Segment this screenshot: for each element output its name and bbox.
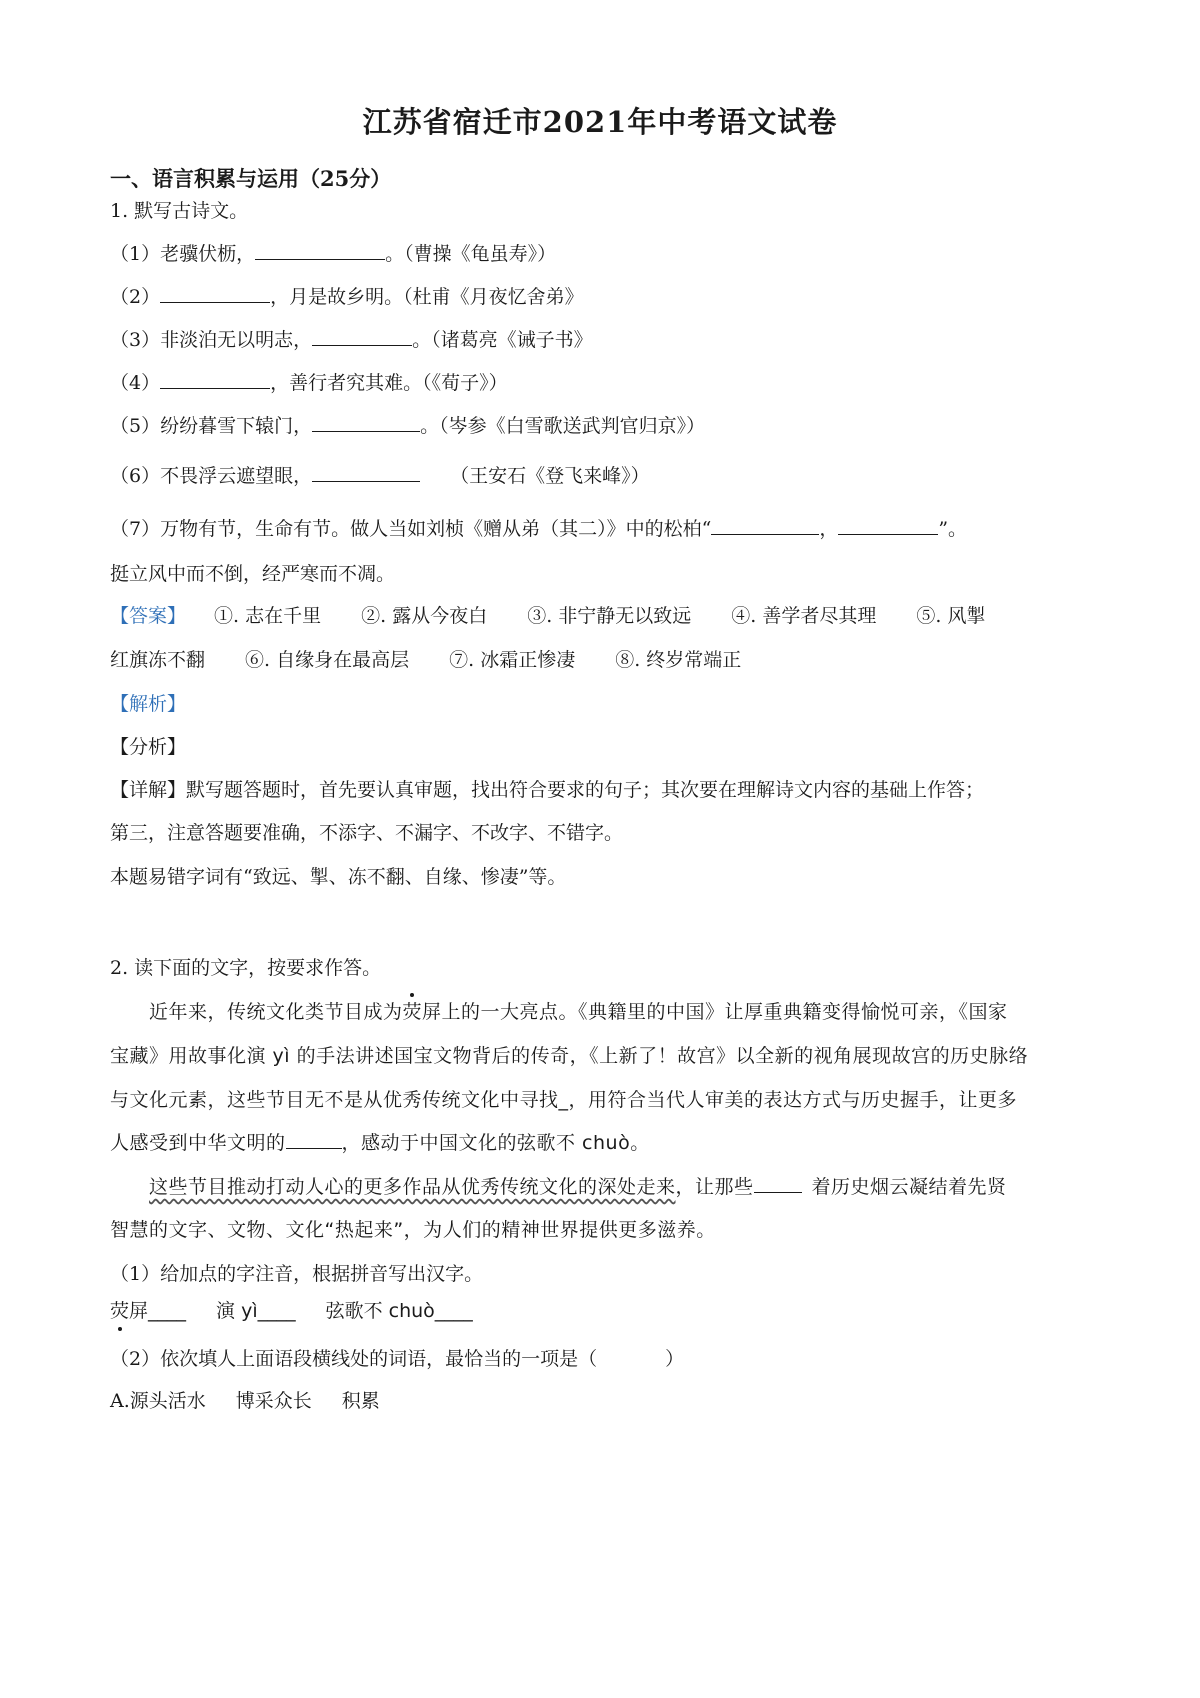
answer-item: ⑧. 终岁常端正	[615, 649, 742, 671]
q1-item-7-line2: 挺立风中而不倒，经严寒而不凋。	[110, 563, 396, 585]
answer-blank[interactable]	[754, 1174, 802, 1193]
q1-item-7-post: ”。	[938, 518, 968, 540]
answer-item: ④. 善学者尽其理	[731, 605, 877, 627]
detail-text: 默写题答题时，首先要认真审题，找出符合要求的句子；其次要在理解诗文内容的基础上作答；	[186, 779, 985, 801]
passage-line	[110, 1130, 650, 1156]
q1-item-7	[110, 516, 967, 542]
answer-line-2	[110, 647, 741, 673]
sub-question-2-text: （2）依次填人上面语段横线处的词语，最恰当的一项是（	[110, 1348, 598, 1370]
q1-item-3-post: 。（诸葛亮《诫子书》	[412, 329, 593, 351]
option-text: A.源头活水	[110, 1390, 206, 1412]
passage-line	[149, 999, 1008, 1025]
analysis-label: 【解析】	[110, 693, 187, 715]
answer-item: ⑦. 冰霜正惨凄	[449, 649, 576, 671]
passage-text: 近年来，传统文化类节目成为	[149, 1001, 403, 1023]
q1-item-4-pre: （4）	[110, 372, 161, 394]
dotted-char: 荧	[402, 1001, 423, 1023]
passage-line: 宝藏》用故事化演 yì 的手法讲述国宝文物背后的传奇，《上新了！故宫》以全新的视角展现故宫的历史脉络	[110, 1045, 1029, 1067]
passage-line: 智慧的文字、文物、文化“热起来”，为人们的精神世界提供更多滋养。	[110, 1219, 716, 1241]
q1-item-1-pre: （1）老骥伏枥，	[110, 243, 256, 265]
answer-item: ①. 志在千里	[214, 605, 322, 627]
sub-question-2-close: ）	[665, 1348, 685, 1370]
option-text: 博采众长	[235, 1390, 312, 1412]
fill-item[interactable]: 弦歌不 chuò____	[325, 1300, 473, 1322]
q1-item-3-pre: （3）非淡泊无以明志，	[110, 329, 313, 351]
page-title: 江苏省宿迁市2021年中考语文试卷	[362, 105, 838, 139]
sub-question-2	[110, 1346, 684, 1372]
passage-text: 人感受到中华文明的	[110, 1132, 286, 1154]
question-2-stem: 2. 读下面的文字，按要求作答。	[110, 957, 382, 979]
answer-line-1	[110, 603, 985, 629]
sub-question-1: （1）给加点的字注音，根据拼音写出汉字。	[110, 1263, 484, 1285]
fenxi-label: 【分析】	[110, 736, 187, 758]
q1-item-5	[110, 413, 705, 439]
q1-item-1	[110, 241, 556, 267]
q1-item-7-mid: ，	[819, 518, 839, 540]
answer-blank[interactable]	[255, 241, 385, 260]
answer-item: ⑤. 风掣	[916, 605, 986, 627]
q1-item-2-post: ，月是故乡明。（杜甫《月夜忆舍弟》	[270, 286, 584, 308]
fill-line	[110, 1298, 473, 1324]
q1-item-1-post: 。（曹操《龟虽寿》）	[385, 243, 557, 265]
answer-blank[interactable]	[286, 1130, 342, 1149]
answer-item: ⑥. 自缘身在最高层	[245, 649, 410, 671]
section-heading: 一、语言积累与运用（25分）	[110, 166, 392, 191]
detail-line-1	[110, 777, 984, 803]
q1-item-4	[110, 370, 508, 396]
fill-item[interactable]: 演 yì____	[216, 1300, 296, 1322]
q1-item-6	[110, 463, 650, 489]
q1-item-6-post: （王安石《登飞来峰》）	[450, 465, 650, 487]
passage-line: 与文化元素，这些节目无不是从优秀传统文化中寻找_，用符合当代人审美的表达方式与历史握手，让更多	[110, 1089, 1018, 1111]
answer-blank[interactable]	[312, 327, 412, 346]
option-a[interactable]	[110, 1388, 380, 1414]
q1-item-3	[110, 327, 593, 353]
q1-item-2	[110, 284, 584, 310]
q1-item-7-pre: （7）万物有节，生命有节。做人当如刘桢《赠从弟（其二）》中的松柏“	[110, 518, 712, 540]
answer-blank[interactable]	[711, 516, 819, 535]
answer-blank[interactable]	[312, 463, 420, 482]
answer-item: 红旗冻不翻	[110, 649, 206, 671]
passage-text: ，让那些	[675, 1176, 754, 1198]
answer-item: ②. 露从今夜白	[361, 605, 488, 627]
answer-blank[interactable]	[160, 284, 270, 303]
passage-text: 着历史烟云凝结着先贤	[811, 1176, 1007, 1198]
option-text: 积累	[341, 1390, 380, 1412]
question-1-stem: 1. 默写古诗文。	[110, 200, 249, 222]
passage-text: 屏上的一大亮点。《典籍里的中国》让厚重典籍变得愉悦可亲，《国家	[422, 1001, 1008, 1023]
passage-line	[149, 1174, 1007, 1200]
wavy-underlined-sentence: 这些节目推动打动人心的更多作品从优秀传统文化的深处走来	[149, 1176, 676, 1198]
q1-item-6-pre: （6）不畏浮云遮望眼，	[110, 465, 313, 487]
answer-blank[interactable]	[312, 413, 420, 432]
q1-item-5-post: 。（岑参《白雪歌送武判官归京》）	[420, 415, 706, 437]
fill-item[interactable]: 屏____	[129, 1300, 187, 1322]
detail-line-2: 第三，注意答题要准确，不添字、不漏字、不改字、不错字。	[110, 822, 624, 844]
q1-item-2-pre: （2）	[110, 286, 161, 308]
dotted-char: 荧	[110, 1300, 130, 1322]
detail-label: 【详解】	[110, 779, 187, 801]
answer-blank[interactable]	[838, 516, 938, 535]
passage-text: ，感动于中国文化的弦歌不 chuò。	[341, 1132, 650, 1154]
answer-blank[interactable]	[160, 370, 270, 389]
detail-line-3: 本题易错字词有“致远、掣、冻不翻、自缘、惨凄”等。	[110, 866, 567, 888]
answer-label: 【答案】	[110, 605, 187, 627]
q1-item-4-post: ，善行者究其难。（《荀子》）	[270, 372, 508, 394]
answer-item: ③. 非宁静无以致远	[527, 605, 692, 627]
q1-item-5-pre: （5）纷纷暮雪下辕门，	[110, 415, 313, 437]
